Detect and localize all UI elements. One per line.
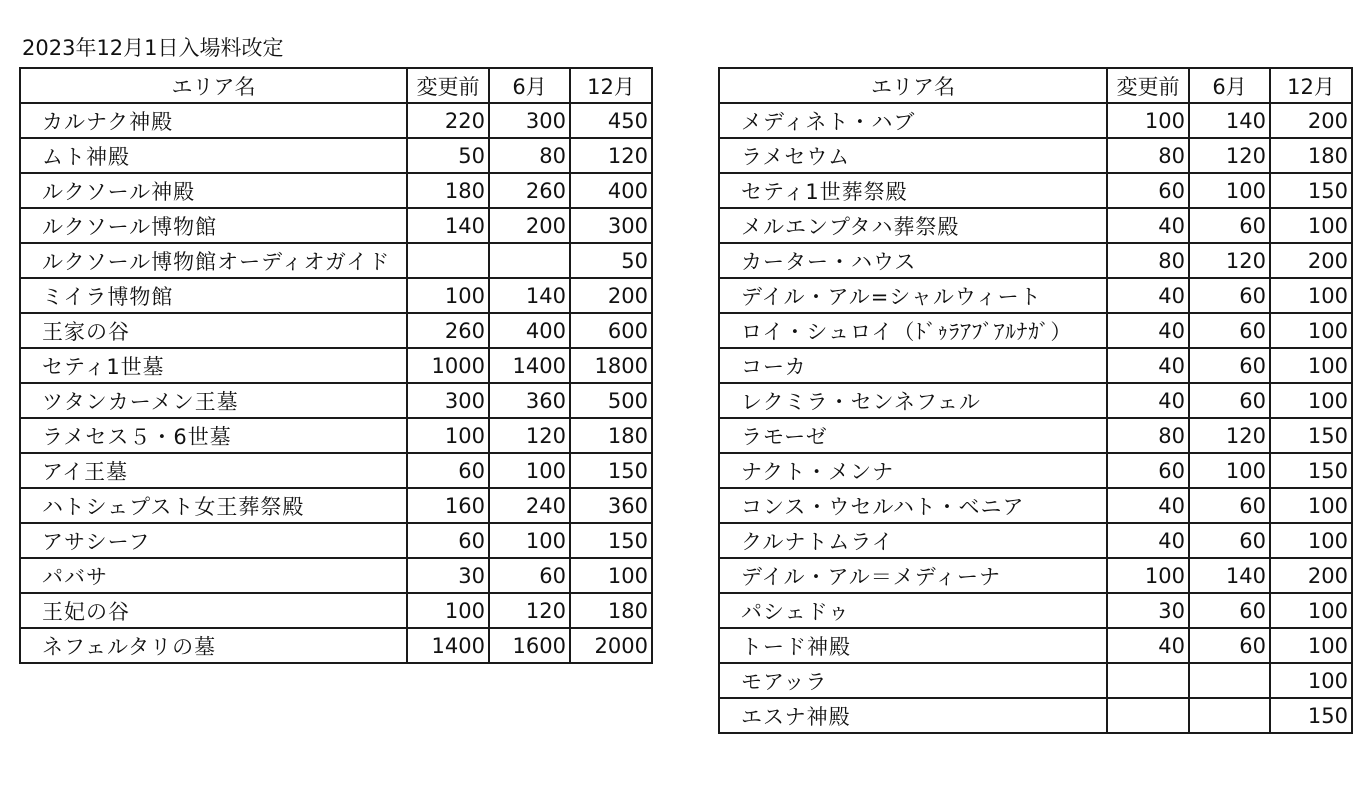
price-december-cell: 500 — [570, 383, 652, 418]
table-row — [719, 418, 1352, 453]
header-june: 6月 — [489, 68, 570, 103]
page-title: 2023年12月1日入場料改定 — [22, 36, 284, 60]
price-december-cell: 100 — [1270, 383, 1352, 418]
table-row — [719, 698, 1352, 733]
table-row — [20, 593, 652, 628]
price-before-cell: 140 — [407, 208, 489, 243]
fee-table-left — [19, 67, 653, 664]
table-row — [719, 208, 1352, 243]
table-row — [20, 278, 652, 313]
price-december-cell: 100 — [1270, 663, 1352, 698]
price-june-cell: 100 — [1189, 173, 1270, 208]
header-before: 変更前 — [1107, 68, 1189, 103]
price-june-cell: 140 — [1189, 103, 1270, 138]
price-december-cell: 50 — [570, 243, 652, 278]
area-name-cell: ナクト・メンナ — [719, 453, 1107, 488]
price-december-cell: 180 — [1270, 138, 1352, 173]
price-june-cell: 300 — [489, 103, 570, 138]
table-row — [20, 243, 652, 278]
area-name-cell: デイル・アル＝メディーナ — [719, 558, 1107, 593]
price-december-cell: 450 — [570, 103, 652, 138]
header-june: 6月 — [1189, 68, 1270, 103]
area-name-cell: ミイラ博物館 — [20, 278, 407, 313]
table-row — [20, 138, 652, 173]
area-name-cell: ツタンカーメン王墓 — [20, 383, 407, 418]
price-december-cell: 150 — [570, 453, 652, 488]
price-before-cell: 100 — [407, 593, 489, 628]
area-name-cell: カーター・ハウス — [719, 243, 1107, 278]
table-row — [719, 138, 1352, 173]
price-june-cell: 60 — [1189, 383, 1270, 418]
price-june-cell: 120 — [1189, 138, 1270, 173]
table-row — [20, 313, 652, 348]
price-june-cell: 260 — [489, 173, 570, 208]
price-december-cell: 100 — [1270, 313, 1352, 348]
table-row — [719, 558, 1352, 593]
table-row — [20, 383, 652, 418]
header-row — [719, 68, 1352, 103]
table-row — [20, 523, 652, 558]
price-june-cell: 80 — [489, 138, 570, 173]
price-december-cell: 200 — [1270, 103, 1352, 138]
area-name-cell: ラメセウム — [719, 138, 1107, 173]
price-june-cell: 100 — [1189, 453, 1270, 488]
price-before-cell: 40 — [1107, 628, 1189, 663]
price-june-cell: 60 — [1189, 488, 1270, 523]
price-before-cell: 60 — [1107, 173, 1189, 208]
area-name-cell: メルエンプタハ葬祭殿 — [719, 208, 1107, 243]
price-before-cell: 60 — [407, 523, 489, 558]
price-december-cell: 150 — [1270, 698, 1352, 733]
table-row — [20, 173, 652, 208]
price-before-cell: 40 — [1107, 278, 1189, 313]
area-name-cell: モアッラ — [719, 663, 1107, 698]
price-december-cell: 100 — [1270, 523, 1352, 558]
area-name-cell: パバサ — [20, 558, 407, 593]
price-december-cell: 120 — [570, 138, 652, 173]
area-name-cell: ルクソール博物館 — [20, 208, 407, 243]
table-row — [719, 663, 1352, 698]
price-june-cell: 60 — [1189, 593, 1270, 628]
area-name-cell: セティ1世墓 — [20, 348, 407, 383]
price-before-cell: 100 — [407, 418, 489, 453]
table-row — [20, 208, 652, 243]
area-name-cell: メディネト・ハブ — [719, 103, 1107, 138]
price-december-cell: 150 — [1270, 173, 1352, 208]
price-before-cell: 80 — [1107, 418, 1189, 453]
price-before-cell: 40 — [1107, 208, 1189, 243]
area-name-cell: エスナ神殿 — [719, 698, 1107, 733]
table-row — [20, 628, 652, 663]
price-june-cell: 60 — [1189, 628, 1270, 663]
area-name-cell: ラモーゼ — [719, 418, 1107, 453]
table-row — [719, 348, 1352, 383]
area-name-cell: ルクソール博物館オーディオガイド — [20, 243, 407, 278]
fee-table-right — [718, 67, 1353, 734]
price-before-cell: 40 — [1107, 313, 1189, 348]
header-december: 12月 — [1270, 68, 1352, 103]
area-name-cell: ネフェルタリの墓 — [20, 628, 407, 663]
price-december-cell: 100 — [1270, 348, 1352, 383]
price-december-cell: 360 — [570, 488, 652, 523]
price-before-cell: 60 — [407, 453, 489, 488]
price-june-cell: 140 — [489, 278, 570, 313]
price-june-cell — [1189, 663, 1270, 698]
area-name-cell: ロイ・シュロイ（ﾄﾞｩﾗｱﾌﾞｱﾙﾅｶﾞ） — [719, 313, 1107, 348]
price-june-cell: 400 — [489, 313, 570, 348]
price-before-cell: 1000 — [407, 348, 489, 383]
price-before-cell: 180 — [407, 173, 489, 208]
table-row — [719, 593, 1352, 628]
price-before-cell: 100 — [1107, 558, 1189, 593]
price-december-cell: 1800 — [570, 348, 652, 383]
area-name-cell: アイ王墓 — [20, 453, 407, 488]
price-before-cell — [1107, 663, 1189, 698]
price-december-cell: 200 — [1270, 243, 1352, 278]
table-row — [20, 103, 652, 138]
price-june-cell: 120 — [489, 593, 570, 628]
price-june-cell: 360 — [489, 383, 570, 418]
area-name-cell: クルナトムライ — [719, 523, 1107, 558]
area-name-cell: ルクソール神殿 — [20, 173, 407, 208]
area-name-cell: カルナク神殿 — [20, 103, 407, 138]
price-december-cell: 400 — [570, 173, 652, 208]
price-before-cell: 80 — [1107, 138, 1189, 173]
table-row — [719, 103, 1352, 138]
area-name-cell: デイル・アル=シャルウィート — [719, 278, 1107, 313]
price-before-cell: 220 — [407, 103, 489, 138]
table-row — [719, 243, 1352, 278]
table-row — [719, 383, 1352, 418]
price-before-cell: 160 — [407, 488, 489, 523]
price-before-cell: 50 — [407, 138, 489, 173]
price-december-cell: 200 — [570, 278, 652, 313]
price-before-cell: 40 — [1107, 348, 1189, 383]
price-before-cell: 260 — [407, 313, 489, 348]
price-june-cell: 60 — [1189, 313, 1270, 348]
price-before-cell: 100 — [407, 278, 489, 313]
price-before-cell: 30 — [1107, 593, 1189, 628]
price-december-cell: 100 — [1270, 593, 1352, 628]
area-name-cell: トード神殿 — [719, 628, 1107, 663]
price-december-cell: 100 — [1270, 278, 1352, 313]
table-row — [719, 628, 1352, 663]
price-june-cell: 120 — [489, 418, 570, 453]
price-before-cell — [407, 243, 489, 278]
area-name-cell: アサシーフ — [20, 523, 407, 558]
header-before: 変更前 — [407, 68, 489, 103]
table-row — [719, 523, 1352, 558]
price-december-cell: 150 — [1270, 453, 1352, 488]
area-name-cell: パシェドゥ — [719, 593, 1107, 628]
area-name-cell: 王妃の谷 — [20, 593, 407, 628]
price-before-cell — [1107, 698, 1189, 733]
price-before-cell: 80 — [1107, 243, 1189, 278]
price-before-cell: 30 — [407, 558, 489, 593]
price-june-cell: 240 — [489, 488, 570, 523]
price-before-cell: 300 — [407, 383, 489, 418]
price-december-cell: 150 — [1270, 418, 1352, 453]
price-december-cell: 300 — [570, 208, 652, 243]
table-row — [719, 488, 1352, 523]
price-december-cell: 150 — [570, 523, 652, 558]
table-row — [20, 453, 652, 488]
price-december-cell: 180 — [570, 418, 652, 453]
table-row — [719, 453, 1352, 488]
area-name-cell: ハトシェプスト女王葬祭殿 — [20, 488, 407, 523]
header-area-name: エリア名 — [719, 68, 1107, 103]
header-december: 12月 — [570, 68, 652, 103]
area-name-cell: コンス・ウセルハト・ベニア — [719, 488, 1107, 523]
price-december-cell: 600 — [570, 313, 652, 348]
price-june-cell: 120 — [1189, 418, 1270, 453]
price-december-cell: 100 — [1270, 208, 1352, 243]
price-june-cell: 60 — [1189, 278, 1270, 313]
header-row — [20, 68, 652, 103]
price-june-cell: 60 — [1189, 348, 1270, 383]
table-row — [20, 558, 652, 593]
price-june-cell: 60 — [1189, 523, 1270, 558]
price-june-cell — [489, 243, 570, 278]
price-before-cell: 40 — [1107, 488, 1189, 523]
table-row — [20, 348, 652, 383]
price-before-cell: 40 — [1107, 523, 1189, 558]
table-row — [20, 488, 652, 523]
table-row — [719, 278, 1352, 313]
price-june-cell: 1400 — [489, 348, 570, 383]
price-before-cell: 40 — [1107, 383, 1189, 418]
price-december-cell: 200 — [1270, 558, 1352, 593]
price-december-cell: 100 — [1270, 628, 1352, 663]
area-name-cell: コーカ — [719, 348, 1107, 383]
price-june-cell: 60 — [1189, 208, 1270, 243]
table-row — [20, 418, 652, 453]
price-before-cell: 1400 — [407, 628, 489, 663]
price-june-cell: 100 — [489, 523, 570, 558]
area-name-cell: ムト神殿 — [20, 138, 407, 173]
area-name-cell: レクミラ・センネフェル — [719, 383, 1107, 418]
price-december-cell: 100 — [1270, 488, 1352, 523]
price-before-cell: 100 — [1107, 103, 1189, 138]
price-june-cell: 120 — [1189, 243, 1270, 278]
price-june-cell: 60 — [489, 558, 570, 593]
price-december-cell: 100 — [570, 558, 652, 593]
price-june-cell: 140 — [1189, 558, 1270, 593]
price-june-cell: 100 — [489, 453, 570, 488]
header-area-name: エリア名 — [20, 68, 407, 103]
area-name-cell: セティ1世葬祭殿 — [719, 173, 1107, 208]
price-december-cell: 2000 — [570, 628, 652, 663]
table-row — [719, 173, 1352, 208]
price-december-cell: 180 — [570, 593, 652, 628]
price-june-cell: 1600 — [489, 628, 570, 663]
area-name-cell: ラメセス５・6世墓 — [20, 418, 407, 453]
area-name-cell: 王家の谷 — [20, 313, 407, 348]
table-row — [719, 313, 1352, 348]
price-june-cell — [1189, 698, 1270, 733]
price-before-cell: 60 — [1107, 453, 1189, 488]
price-june-cell: 200 — [489, 208, 570, 243]
